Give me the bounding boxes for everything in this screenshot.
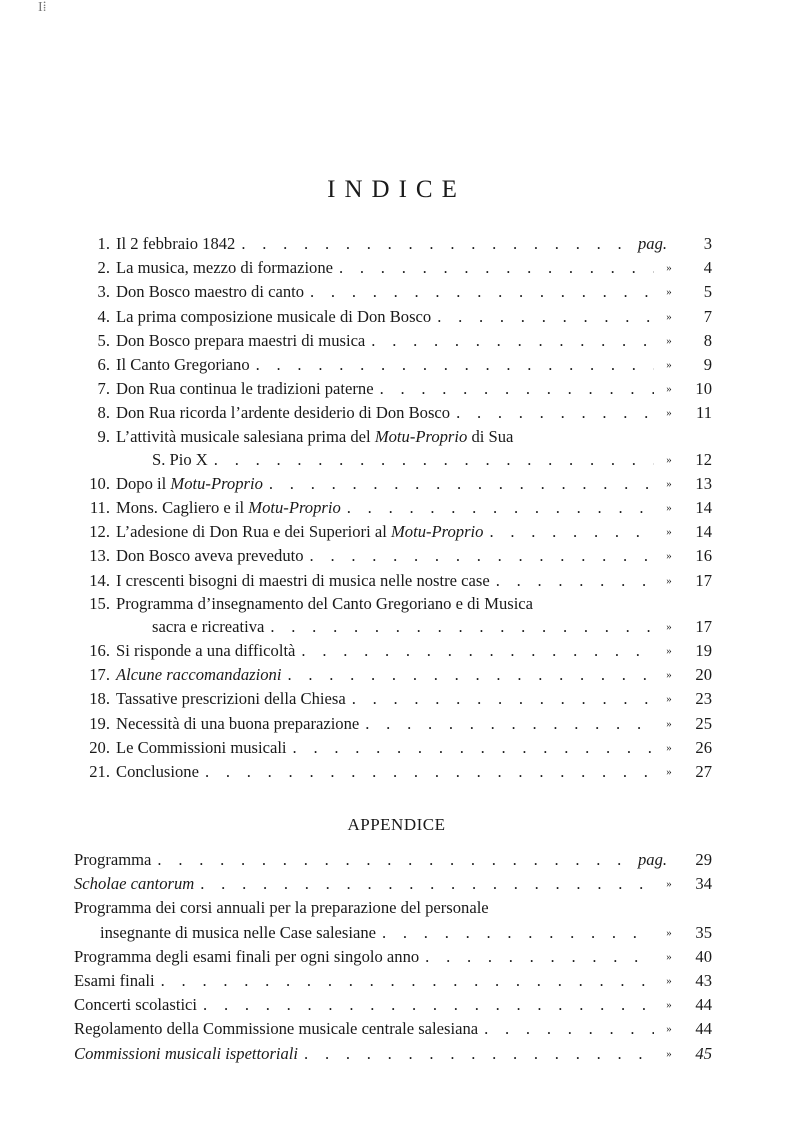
dot-leader — [310, 280, 654, 304]
appendix-entry — [74, 848, 712, 872]
entry-number: 12. — [89, 522, 110, 542]
toc-entry — [80, 280, 712, 304]
entry-page: 44 — [695, 995, 712, 1015]
ditto-mark: » — [666, 334, 672, 347]
toc-entry-first-line — [80, 593, 712, 615]
entry-page: 4 — [703, 258, 712, 278]
entry-number: 20. — [89, 737, 110, 757]
appendix-entry — [74, 945, 712, 969]
dot-leader — [241, 232, 632, 256]
dot-leader — [301, 639, 654, 663]
dot-leader — [270, 615, 654, 639]
ditto-mark: » — [666, 502, 672, 515]
entry-title: Programma d’insegnamento del Canto Gregoriano e di Musica — [116, 593, 534, 613]
ditto-mark: » — [666, 477, 672, 490]
ditto-mark: » — [666, 286, 672, 299]
entry-title: Il Canto Gregoriano — [116, 355, 250, 375]
entry-number: 7. — [97, 379, 110, 399]
entry-title: Conclusione — [116, 762, 199, 782]
entry-number: 5. — [97, 330, 110, 350]
entry-number: 3. — [97, 282, 110, 302]
page-abbrev: pag. — [638, 850, 668, 869]
ditto-mark: » — [666, 359, 672, 372]
ditto-mark: » — [666, 878, 672, 891]
table-of-contents — [80, 232, 712, 784]
dot-leader — [161, 969, 654, 993]
entry-title: Don Bosco aveva preveduto — [116, 546, 304, 566]
page-title: INDICE — [327, 176, 466, 203]
entry-title-part: di Sua — [467, 426, 514, 446]
entry-title-part: Dopo il — [116, 473, 171, 493]
entry-page: 13 — [695, 473, 712, 493]
entry-title-italic: Motu-Proprio — [374, 426, 468, 446]
entry-page: 25 — [695, 713, 712, 733]
ditto-mark: » — [666, 1047, 672, 1060]
toc-entry — [80, 232, 712, 256]
entry-number: 4. — [97, 306, 110, 326]
entry-title: Tassative prescrizioni della Chiesa — [116, 689, 346, 709]
toc-entry — [80, 472, 712, 496]
entry-page: 11 — [696, 403, 712, 423]
entry-page: 26 — [695, 737, 712, 757]
toc-entry — [80, 496, 712, 520]
ditto-mark: » — [666, 550, 672, 563]
dot-leader — [456, 401, 654, 425]
ditto-mark: » — [666, 620, 672, 633]
ditto-mark: » — [666, 950, 672, 963]
toc-entry-continuation — [80, 448, 712, 472]
entry-page: 34 — [695, 874, 712, 894]
entry-title: La prima composizione musicale di Don Bosco — [116, 306, 432, 326]
toc-entry — [80, 520, 712, 544]
ditto-mark: » — [666, 645, 672, 658]
dot-leader — [365, 712, 654, 736]
corner-mark: I⁞ — [38, 0, 47, 15]
ditto-mark: » — [666, 310, 672, 323]
toc-entry-first-line — [80, 426, 712, 448]
ditto-mark: » — [666, 262, 672, 275]
appendix-entry-first-line — [74, 896, 712, 920]
appendix-entry — [74, 993, 712, 1017]
entry-page: 27 — [695, 762, 712, 782]
entry-title: Il 2 febbraio 1842 — [116, 234, 236, 253]
entry-title: Concerti scolastici — [74, 995, 198, 1015]
entry-page: 7 — [703, 306, 712, 326]
entry-page: 23 — [695, 689, 712, 709]
entry-title-italic: Motu-Proprio — [390, 522, 484, 542]
entry-title: Don Bosco maestro di canto — [116, 282, 305, 302]
toc-entry — [80, 687, 712, 711]
appendix-entry — [74, 1017, 712, 1041]
appendix-entry — [74, 872, 712, 896]
dot-leader — [437, 305, 654, 329]
ditto-mark: » — [666, 741, 672, 754]
ditto-mark: » — [666, 999, 672, 1012]
entry-title-part: Mons. Cagliero e il — [116, 498, 249, 518]
entry-page: 44 — [695, 1019, 712, 1039]
entry-number: 8. — [97, 403, 110, 423]
toc-entry — [80, 712, 712, 736]
appendix-entry — [74, 1042, 712, 1066]
ditto-mark: » — [666, 407, 672, 420]
ditto-mark: » — [666, 717, 672, 730]
toc-entry — [80, 569, 712, 593]
entry-page: 12 — [695, 449, 712, 469]
appendix-entry — [74, 969, 712, 993]
toc-entry — [80, 639, 712, 663]
entry-number: 15. — [89, 593, 110, 613]
dot-leader — [380, 377, 654, 401]
ditto-mark: » — [666, 1023, 672, 1036]
entry-page: 14 — [695, 522, 712, 542]
dot-leader — [352, 687, 654, 711]
entry-page: 14 — [695, 498, 712, 518]
entry-number: 2. — [97, 258, 110, 278]
dot-leader — [425, 945, 654, 969]
entry-title: Le Commissioni musicali — [116, 737, 287, 757]
entry-page: 20 — [695, 665, 712, 685]
entry-number: 13. — [89, 546, 110, 566]
entry-title-part: L’attività musicale salesiana prima del — [116, 426, 375, 446]
entry-number: 6. — [97, 355, 110, 375]
entry-title — [116, 426, 513, 448]
entry-number: 18. — [89, 689, 110, 709]
ditto-mark: » — [666, 766, 672, 779]
ditto-mark: » — [666, 926, 672, 939]
toc-entry — [80, 377, 712, 401]
entry-page: 43 — [695, 971, 712, 991]
entry-number: 14. — [89, 570, 110, 590]
toc-entry — [80, 760, 712, 784]
dot-leader — [339, 256, 654, 280]
dot-leader — [382, 921, 654, 945]
toc-entry — [80, 329, 712, 353]
entry-title: I crescenti bisogni di maestri di musica nelle nostre case — [116, 570, 490, 590]
dot-leader — [371, 329, 654, 353]
dot-leader — [304, 1042, 654, 1066]
appendix-entry-continuation — [74, 921, 712, 945]
appendix-contents — [74, 848, 712, 1066]
entry-title: Alcune raccomandazioni — [116, 665, 282, 685]
toc-entry — [80, 544, 712, 568]
entry-number: 10. — [89, 473, 110, 493]
toc-entry — [80, 401, 712, 425]
entry-number: 16. — [89, 641, 110, 661]
entry-title-italic: Motu-Proprio — [248, 498, 341, 518]
appendix-heading: APPENDICE — [347, 815, 446, 834]
entry-title: Programma degli esami finali per ogni singolo anno — [74, 946, 420, 966]
dot-leader — [200, 872, 654, 896]
entry-number: 21. — [89, 762, 110, 782]
entry-number: 19. — [89, 713, 110, 733]
entry-title: Si risponde a una difficoltà — [116, 641, 296, 661]
entry-title: Programma dei corsi annuali per la preparazione del personale — [74, 898, 489, 918]
dot-leader — [203, 993, 654, 1017]
entry-title-italic: Motu-Proprio — [170, 473, 263, 493]
dot-leader — [293, 736, 654, 760]
toc-entry-continuation — [80, 615, 712, 639]
dot-leader — [484, 1017, 654, 1041]
entry-page: 5 — [703, 282, 712, 302]
entry-title: Don Bosco prepara maestri di musica — [116, 330, 366, 350]
entry-title — [116, 472, 263, 496]
ditto-mark: » — [666, 383, 672, 396]
dot-leader — [496, 569, 654, 593]
entry-title — [116, 496, 341, 520]
entry-title: Don Rua ricorda l’ardente desiderio di Don Bosco — [116, 403, 451, 423]
toc-entry — [80, 305, 712, 329]
entry-page: 9 — [703, 355, 712, 375]
dot-leader — [256, 353, 654, 377]
entry-title-continuation: S. Pio X — [152, 449, 208, 469]
entry-title: Commissioni musicali ispettoriali — [74, 1043, 299, 1063]
entry-number: 9. — [97, 426, 110, 446]
entry-title: Don Rua continua le tradizioni paterne — [116, 379, 374, 399]
dot-leader — [347, 496, 654, 520]
entry-title: Esami finali — [74, 971, 155, 991]
dot-leader — [310, 544, 654, 568]
entry-number: 17. — [89, 665, 110, 685]
toc-entry — [80, 353, 712, 377]
entry-page: 17 — [695, 616, 712, 636]
entry-title: Necessità di una buona preparazione — [116, 713, 360, 733]
toc-entry — [80, 663, 712, 687]
dot-leader — [157, 848, 632, 872]
page-abbrev: pag. — [638, 234, 668, 253]
ditto-mark: » — [666, 975, 672, 988]
entry-page: 29 — [695, 850, 712, 869]
ditto-mark: » — [666, 453, 672, 466]
ditto-mark: » — [666, 693, 672, 706]
entry-title — [116, 520, 483, 544]
entry-page: 40 — [695, 946, 712, 966]
entry-title: La musica, mezzo di formazione — [116, 258, 334, 278]
entry-title: Scholae cantorum — [74, 874, 195, 894]
dot-leader — [489, 520, 654, 544]
entry-page: 17 — [695, 570, 712, 590]
ditto-mark: » — [666, 526, 672, 539]
entry-title-part: L’adesione di Don Rua e dei Superiori al — [116, 522, 391, 542]
entry-page: 3 — [703, 234, 712, 253]
dot-leader — [214, 448, 654, 472]
toc-entry — [80, 256, 712, 280]
entry-title: Programma — [74, 850, 152, 869]
entry-page: 19 — [695, 641, 712, 661]
dot-leader — [205, 760, 654, 784]
entry-page: 35 — [695, 922, 712, 942]
dot-leader — [287, 663, 654, 687]
entry-page: 8 — [703, 330, 712, 350]
ditto-mark: » — [666, 669, 672, 682]
entry-page: 45 — [695, 1043, 712, 1063]
entry-title-continuation: sacra e ricreativa — [152, 616, 265, 636]
entry-page: 10 — [695, 379, 712, 399]
toc-entry — [80, 736, 712, 760]
entry-number: 11. — [89, 498, 110, 518]
ditto-mark: » — [666, 574, 672, 587]
dot-leader — [269, 472, 654, 496]
entry-number: 1. — [97, 234, 110, 253]
entry-page: 16 — [695, 546, 712, 566]
entry-title: Regolamento della Commissione musicale centrale salesiana — [74, 1019, 479, 1039]
entry-title-continuation: insegnante di musica nelle Case salesiane — [100, 922, 377, 942]
